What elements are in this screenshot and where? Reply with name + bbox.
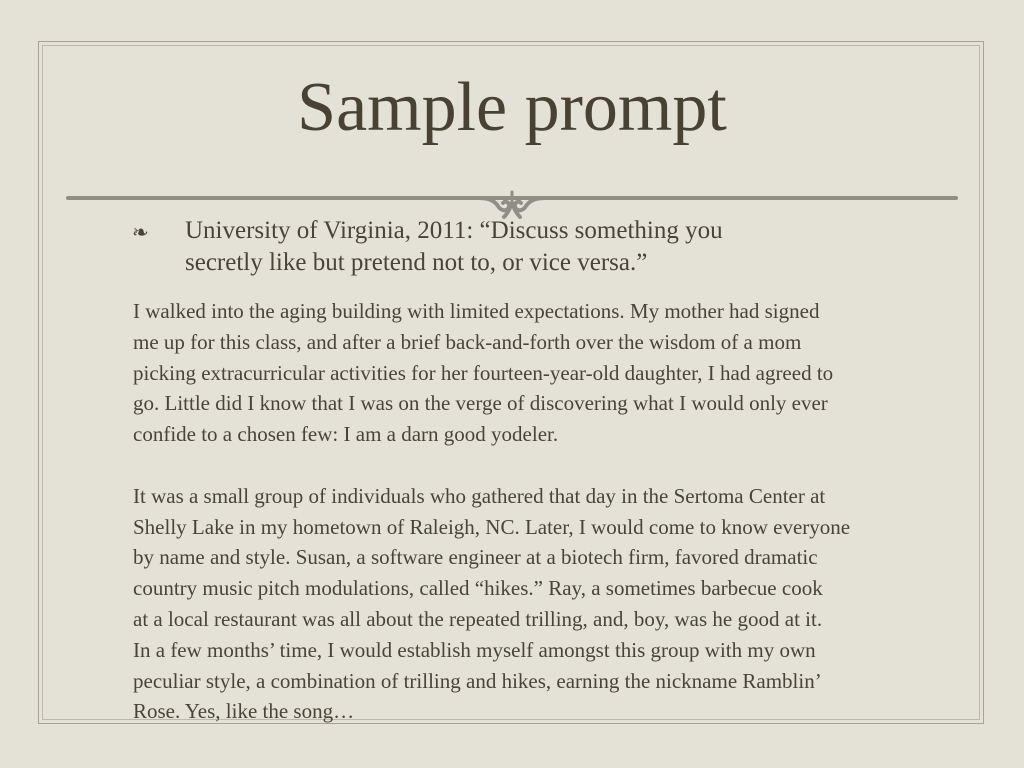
essay-line: Rose. Yes, like the song… [133, 699, 355, 724]
essay-line: In a few months’ time, I would establish myself amongst this group with my own [133, 637, 816, 662]
essay-line: by name and style. Susan, a software engineer at a biotech firm, favored dramatic [133, 545, 818, 570]
essay-line: It was a small group of individuals who gathered that day in the Sertoma Center at [133, 483, 826, 508]
essay-line: confide to a chosen few: I am a darn good yodeler. [133, 422, 559, 447]
essay-line: country music pitch modulations, called “hikes.” Ray, a sometimes barbecue cook [133, 576, 823, 601]
essay-line: me up for this class, and after a brief back-and-forth over the wisdom of a mom [133, 329, 802, 354]
prompt-line: secretly like but pretend not to, or vice versa.” [185, 249, 648, 276]
prompt-text [185, 215, 885, 279]
essay-body [133, 296, 993, 727]
essay-line: at a local restaurant was all about the repeated trilling, and, boy, was he good at it. [133, 606, 823, 631]
slide-title: Sample prompt [297, 69, 727, 146]
prompt-line: University of Virginia, 2011: “Discuss something you [185, 217, 723, 244]
floral-heart-icon: ❧ [132, 222, 149, 244]
essay-line: peculiar style, a combination of trilling and hikes, earning the nickname Ramblin’ [133, 668, 822, 693]
essay-line: Shelly Lake in my hometown of Raleigh, NC. Later, I would come to know everyone [133, 514, 851, 539]
paragraph-gap [133, 450, 993, 481]
essay-line: picking extracurricular activities for her fourteen-year-old daughter, I had agreed to [133, 360, 834, 385]
essay-line: I walked into the aging building with limited expectations. My mother had signed [133, 299, 820, 323]
essay-line: go. Little did I know that I was on the verge of discovering what I would only ever [133, 391, 828, 416]
